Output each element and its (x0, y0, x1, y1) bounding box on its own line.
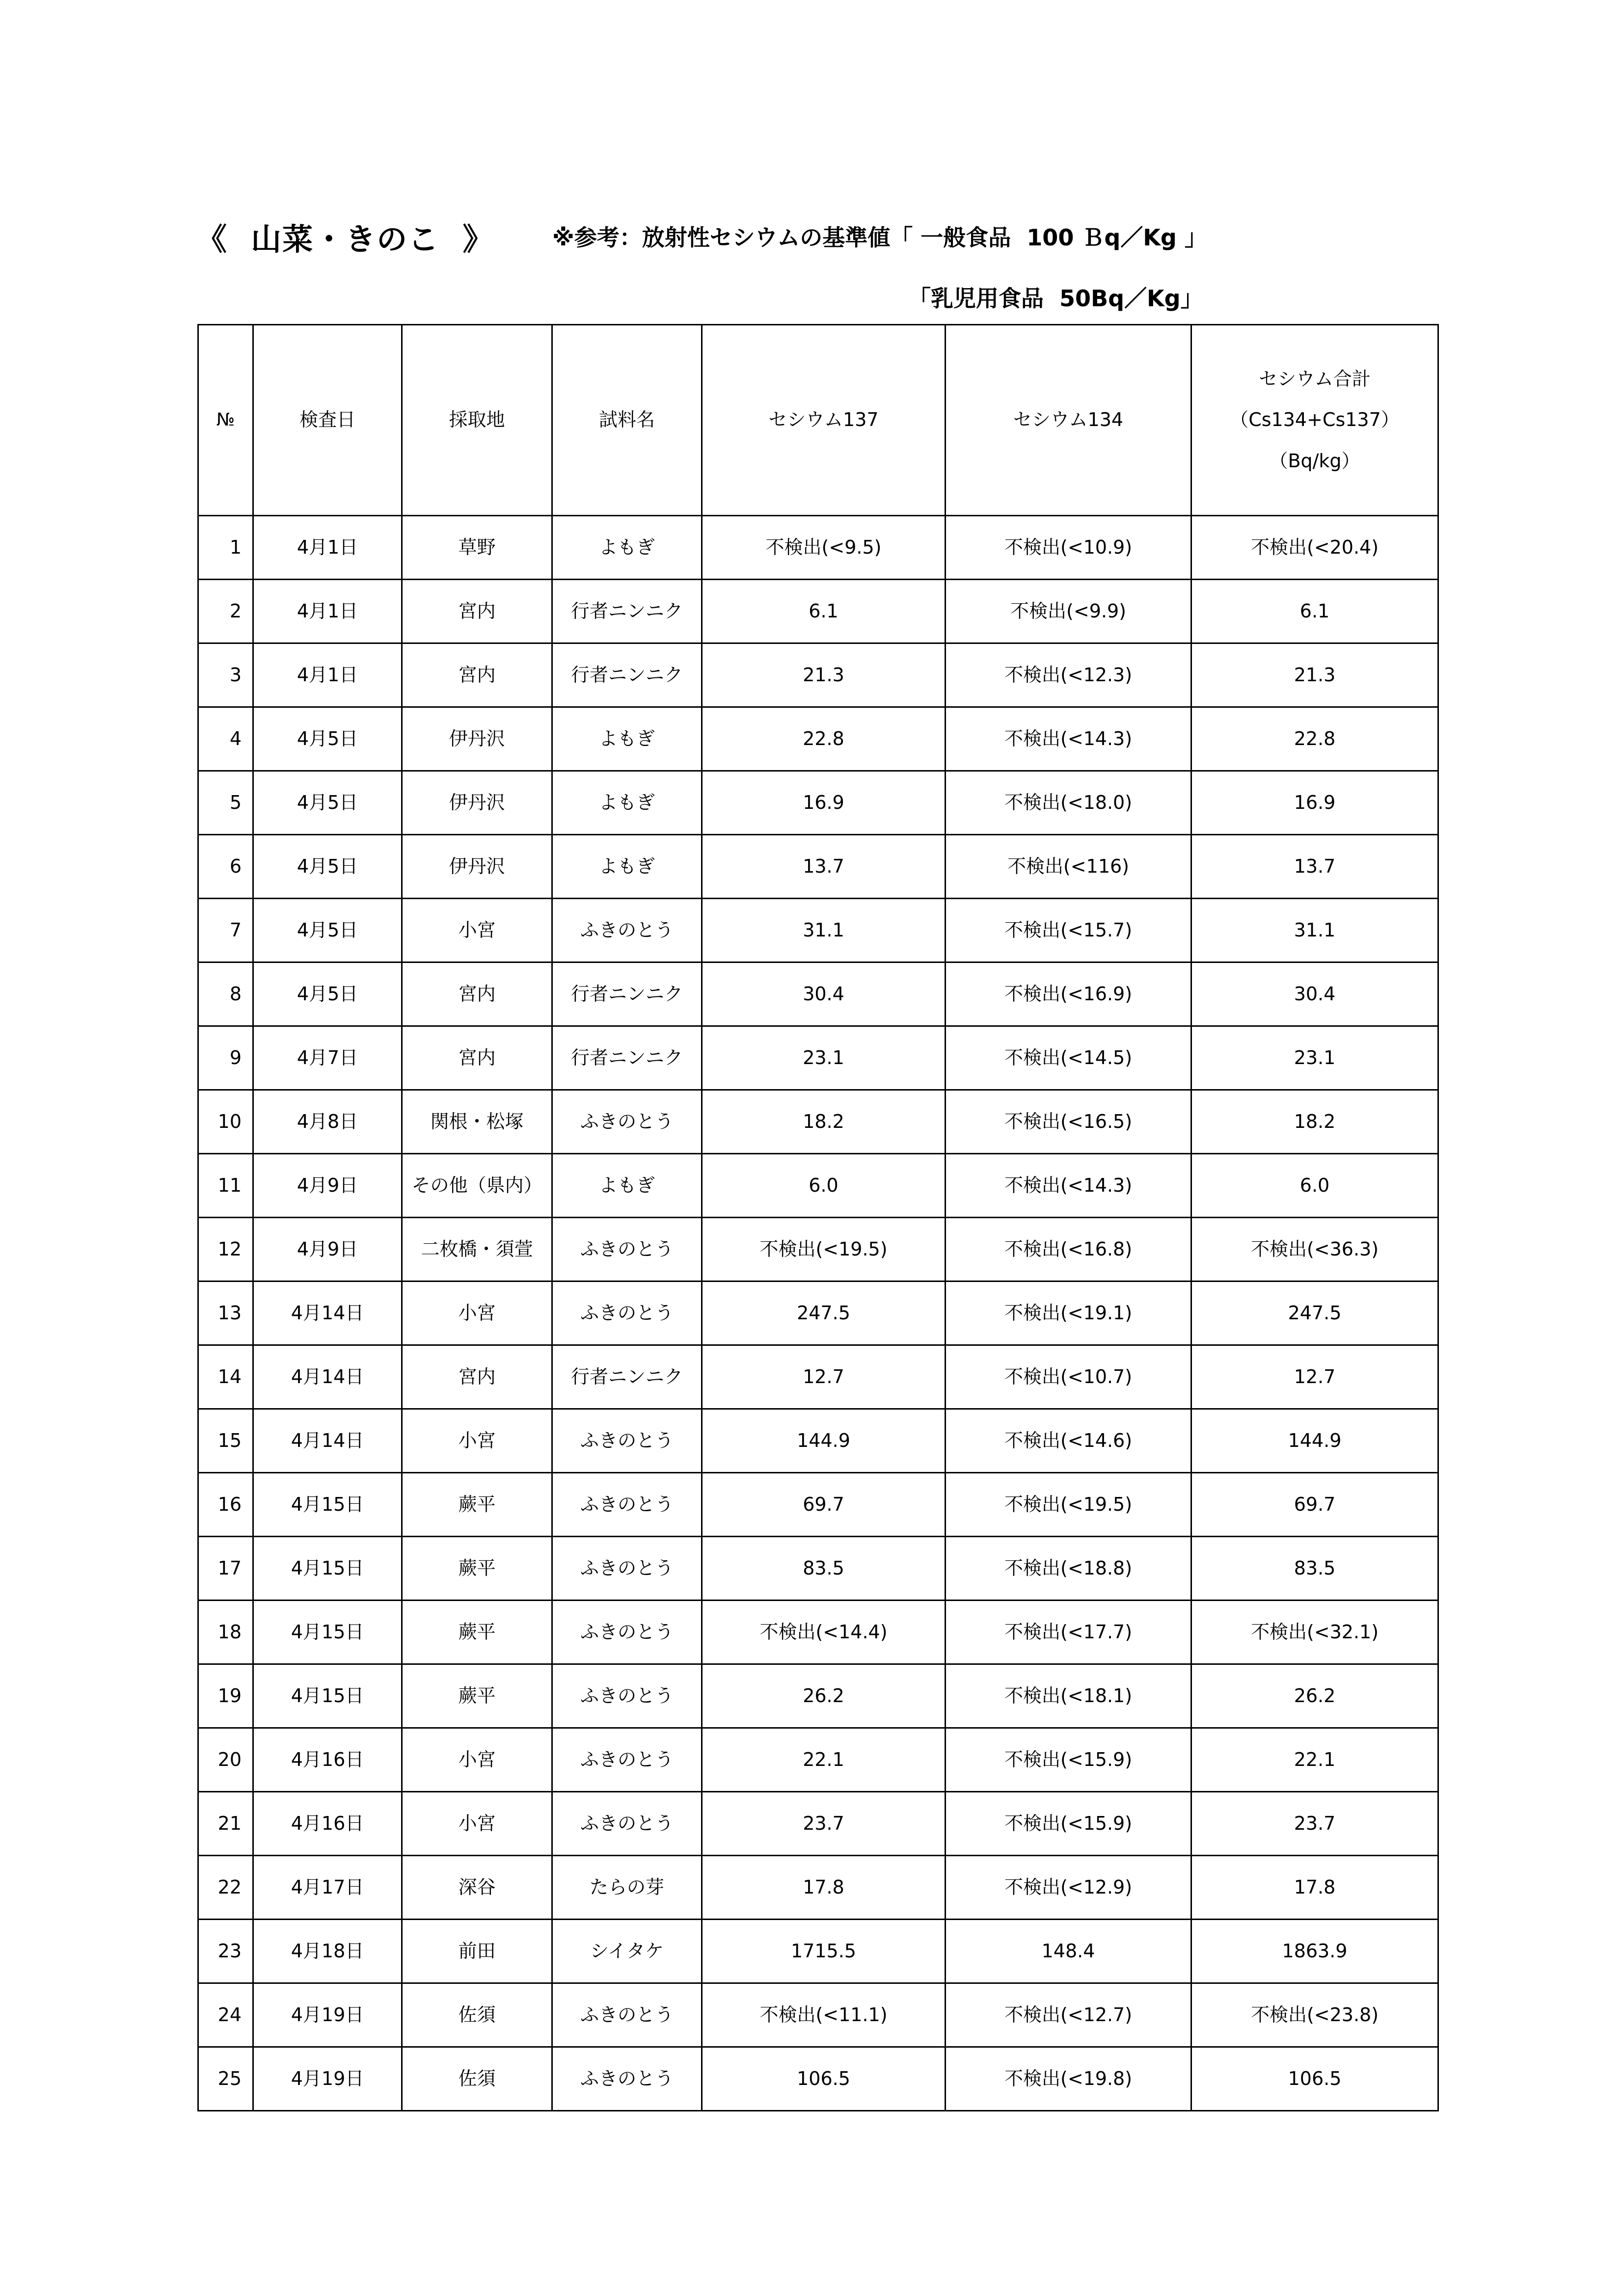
cell-location: 宮内 (402, 962, 552, 1026)
cell-no: 16 (198, 1473, 253, 1537)
cell-sample: ふきのとう (552, 1983, 702, 2047)
cell-sample: ふきのとう (552, 1090, 702, 1154)
cell-cs137: 23.7 (702, 1792, 946, 1856)
cell-total: 不検出(<36.3) (1191, 1218, 1438, 1281)
cell-location: その他（県内） (402, 1154, 552, 1218)
cell-cs137: 16.9 (702, 771, 946, 835)
cell-date: 4月7日 (253, 1026, 402, 1090)
cell-sample: ふきのとう (552, 1281, 702, 1345)
cell-sample: ふきのとう (552, 2047, 702, 2111)
table-row (198, 1856, 1438, 1920)
cell-location: 草野 (402, 516, 552, 580)
table-row (198, 962, 1438, 1026)
cell-cs134: 不検出(<19.8) (946, 2047, 1191, 2111)
header-total-label: セシウム合計 (1259, 368, 1371, 390)
table-body (198, 516, 1438, 2111)
cell-date: 4月19日 (253, 2047, 402, 2111)
cell-date: 4月16日 (253, 1792, 402, 1856)
table-row (198, 1409, 1438, 1473)
cell-total: 26.2 (1191, 1664, 1438, 1728)
cell-no: 3 (198, 643, 253, 707)
cell-cs137: 247.5 (702, 1281, 946, 1345)
cell-no: 22 (198, 1856, 253, 1920)
table-row (198, 1026, 1438, 1090)
cell-cs137: 144.9 (702, 1409, 946, 1473)
cell-location: 蕨平 (402, 1601, 552, 1664)
cell-cs137: 6.0 (702, 1154, 946, 1218)
cell-sample: シイタケ (552, 1920, 702, 1983)
cell-no: 9 (198, 1026, 253, 1090)
cell-total: 144.9 (1191, 1409, 1438, 1473)
cell-cs134: 148.4 (946, 1920, 1191, 1983)
cell-location: 蕨平 (402, 1537, 552, 1601)
cell-location: 前田 (402, 1920, 552, 1983)
cell-total: 30.4 (1191, 962, 1438, 1026)
cell-cs134: 不検出(<10.7) (946, 1345, 1191, 1409)
table-row (198, 1920, 1438, 1983)
cell-no: 23 (198, 1920, 253, 1983)
cell-no: 7 (198, 899, 253, 962)
cell-location: 小宮 (402, 1792, 552, 1856)
table-row (198, 1473, 1438, 1537)
cell-location: 宮内 (402, 1345, 552, 1409)
cell-total: 22.1 (1191, 1728, 1438, 1792)
cell-location: 小宮 (402, 1409, 552, 1473)
cell-cs137: 1715.5 (702, 1920, 946, 1983)
table-header-row (198, 325, 1438, 516)
cell-no: 24 (198, 1983, 253, 2047)
cell-cs137: 22.1 (702, 1728, 946, 1792)
table-row (198, 1154, 1438, 1218)
header-total-formula: （Cs134+Cs137） (1230, 409, 1400, 431)
cell-cs134: 不検出(<16.9) (946, 962, 1191, 1026)
cell-cs134: 不検出(<12.7) (946, 1983, 1191, 2047)
cell-total: 22.8 (1191, 707, 1438, 771)
cell-total: 23.7 (1191, 1792, 1438, 1856)
cell-sample: ふきのとう (552, 1537, 702, 1601)
cell-no: 15 (198, 1409, 253, 1473)
cell-date: 4月14日 (253, 1281, 402, 1345)
table-row (198, 1664, 1438, 1728)
cell-date: 4月16日 (253, 1728, 402, 1792)
cell-no: 20 (198, 1728, 253, 1792)
cell-sample: 行者ニンニク (552, 1345, 702, 1409)
cell-cs137: 69.7 (702, 1473, 946, 1537)
header-cs134: セシウム134 (946, 325, 1191, 516)
cell-cs137: 106.5 (702, 2047, 946, 2111)
cell-date: 4月8日 (253, 1090, 402, 1154)
cell-location: 宮内 (402, 580, 552, 643)
cell-total: 1863.9 (1191, 1920, 1438, 1983)
cell-location: 佐須 (402, 1983, 552, 2047)
cell-cs134: 不検出(<18.0) (946, 771, 1191, 835)
cell-cs134: 不検出(<17.7) (946, 1601, 1191, 1664)
cell-no: 8 (198, 962, 253, 1026)
cell-cs134: 不検出(<19.1) (946, 1281, 1191, 1345)
cell-total: 17.8 (1191, 1856, 1438, 1920)
cell-sample: 行者ニンニク (552, 643, 702, 707)
table-row (198, 1090, 1438, 1154)
cell-date: 4月14日 (253, 1409, 402, 1473)
table-row (198, 771, 1438, 835)
cell-date: 4月5日 (253, 962, 402, 1026)
header-total (1191, 325, 1438, 516)
cell-no: 5 (198, 771, 253, 835)
cell-cs137: 不検出(<14.4) (702, 1601, 946, 1664)
header-cs137: セシウム137 (702, 325, 946, 516)
cell-total: 6.1 (1191, 580, 1438, 643)
cell-location: 蕨平 (402, 1664, 552, 1728)
cell-sample: ふきのとう (552, 1218, 702, 1281)
cell-sample: よもぎ (552, 707, 702, 771)
header-date: 検査日 (253, 325, 402, 516)
table-row (198, 643, 1438, 707)
cell-total: 83.5 (1191, 1537, 1438, 1601)
cell-cs137: 不検出(<11.1) (702, 1983, 946, 2047)
cell-date: 4月5日 (253, 835, 402, 899)
cell-no: 18 (198, 1601, 253, 1664)
cell-location: 二枚橋・須萱 (402, 1218, 552, 1281)
infant-food-standard-note: 「乳児用食品 50Bq／Kg」 (908, 285, 1203, 312)
cell-sample: よもぎ (552, 835, 702, 899)
cell-sample: ふきのとう (552, 1601, 702, 1664)
cell-location: 佐須 (402, 2047, 552, 2111)
cell-location: 深谷 (402, 1856, 552, 1920)
table-row (198, 1218, 1438, 1281)
cell-date: 4月15日 (253, 1537, 402, 1601)
cell-date: 4月1日 (253, 643, 402, 707)
cell-cs137: 13.7 (702, 835, 946, 899)
cell-cs137: 6.1 (702, 580, 946, 643)
cell-location: 小宮 (402, 899, 552, 962)
cell-total: 18.2 (1191, 1090, 1438, 1154)
cell-cs137: 不検出(<9.5) (702, 516, 946, 580)
cell-no: 6 (198, 835, 253, 899)
cell-sample: 行者ニンニク (552, 580, 702, 643)
table-row (198, 1281, 1438, 1345)
cell-total: 23.1 (1191, 1026, 1438, 1090)
cell-cs134: 不検出(<16.8) (946, 1218, 1191, 1281)
cell-no: 25 (198, 2047, 253, 2111)
cell-location: 蕨平 (402, 1473, 552, 1537)
cell-date: 4月15日 (253, 1601, 402, 1664)
cell-no: 17 (198, 1537, 253, 1601)
table-row (198, 1601, 1438, 1664)
cell-cs134: 不検出(<10.9) (946, 516, 1191, 580)
cell-date: 4月14日 (253, 1345, 402, 1409)
cell-no: 21 (198, 1792, 253, 1856)
cell-sample: ふきのとう (552, 899, 702, 962)
cell-cs134: 不検出(<14.3) (946, 1154, 1191, 1218)
cell-date: 4月18日 (253, 1920, 402, 1983)
cell-total: 6.0 (1191, 1154, 1438, 1218)
cell-sample: ふきのとう (552, 1728, 702, 1792)
cell-date: 4月19日 (253, 1983, 402, 2047)
cell-cs134: 不検出(<18.1) (946, 1664, 1191, 1728)
cell-sample: 行者ニンニク (552, 962, 702, 1026)
cell-cs134: 不検出(<15.9) (946, 1728, 1191, 1792)
cell-date: 4月9日 (253, 1154, 402, 1218)
cell-sample: よもぎ (552, 771, 702, 835)
cell-cs137: 26.2 (702, 1664, 946, 1728)
cell-total: 12.7 (1191, 1345, 1438, 1409)
cell-cs137: 21.3 (702, 643, 946, 707)
cell-location: 関根・松塚 (402, 1090, 552, 1154)
cell-no: 11 (198, 1154, 253, 1218)
table-row (198, 516, 1438, 580)
cell-date: 4月15日 (253, 1473, 402, 1537)
cell-cs137: 18.2 (702, 1090, 946, 1154)
cell-cs134: 不検出(<19.5) (946, 1473, 1191, 1537)
cell-date: 4月5日 (253, 771, 402, 835)
cell-date: 4月17日 (253, 1856, 402, 1920)
cell-total: 31.1 (1191, 899, 1438, 962)
cell-location: 伊丹沢 (402, 771, 552, 835)
cell-total: 不検出(<32.1) (1191, 1601, 1438, 1664)
cell-cs137: 30.4 (702, 962, 946, 1026)
cell-cs137: 不検出(<19.5) (702, 1218, 946, 1281)
cell-no: 2 (198, 580, 253, 643)
cell-sample: ふきのとう (552, 1792, 702, 1856)
cell-cs137: 23.1 (702, 1026, 946, 1090)
cell-date: 4月15日 (253, 1664, 402, 1728)
cell-date: 4月1日 (253, 516, 402, 580)
header-no: № (198, 325, 253, 516)
cell-cs134: 不検出(<116) (946, 835, 1191, 899)
cell-no: 19 (198, 1664, 253, 1728)
table-row (198, 1728, 1438, 1792)
cell-cs134: 不検出(<18.8) (946, 1537, 1191, 1601)
cell-sample: ふきのとう (552, 1409, 702, 1473)
table-row (198, 1345, 1438, 1409)
table-row (198, 835, 1438, 899)
cell-cs137: 12.7 (702, 1345, 946, 1409)
cell-no: 10 (198, 1090, 253, 1154)
cell-date: 4月1日 (253, 580, 402, 643)
cell-cs134: 不検出(<15.7) (946, 899, 1191, 962)
cell-cs134: 不検出(<14.3) (946, 707, 1191, 771)
cell-date: 4月5日 (253, 707, 402, 771)
cell-cs134: 不検出(<15.9) (946, 1792, 1191, 1856)
cell-cs137: 83.5 (702, 1537, 946, 1601)
cell-cs137: 22.8 (702, 707, 946, 771)
header-sample: 試料名 (552, 325, 702, 516)
cell-sample: ふきのとう (552, 1664, 702, 1728)
cell-cs134: 不検出(<14.6) (946, 1409, 1191, 1473)
cell-no: 1 (198, 516, 253, 580)
cell-location: 伊丹沢 (402, 707, 552, 771)
table-row (198, 580, 1438, 643)
cell-sample: たらの芽 (552, 1856, 702, 1920)
cell-no: 12 (198, 1218, 253, 1281)
cell-total: 106.5 (1191, 2047, 1438, 2111)
cell-sample: よもぎ (552, 1154, 702, 1218)
cell-no: 13 (198, 1281, 253, 1345)
cell-date: 4月9日 (253, 1218, 402, 1281)
table-row (198, 707, 1438, 771)
cell-date: 4月5日 (253, 899, 402, 962)
cell-location: 小宮 (402, 1728, 552, 1792)
cell-cs134: 不検出(<12.9) (946, 1856, 1191, 1920)
page-title: 《 山菜・きのこ 》 (196, 221, 494, 257)
table-row (198, 1792, 1438, 1856)
table-row (198, 2047, 1438, 2111)
cell-cs134: 不検出(<9.9) (946, 580, 1191, 643)
cell-location: 宮内 (402, 1026, 552, 1090)
cell-total: 不検出(<23.8) (1191, 1983, 1438, 2047)
cell-cs134: 不検出(<12.3) (946, 643, 1191, 707)
table-row (198, 1983, 1438, 2047)
header-total-unit: （Bq/kg） (1269, 450, 1360, 472)
cell-no: 14 (198, 1345, 253, 1409)
cell-location: 宮内 (402, 643, 552, 707)
cell-sample: よもぎ (552, 516, 702, 580)
cell-cs137: 17.8 (702, 1856, 946, 1920)
header-location: 採取地 (402, 325, 552, 516)
cell-total: 21.3 (1191, 643, 1438, 707)
cell-sample: 行者ニンニク (552, 1026, 702, 1090)
cell-no: 4 (198, 707, 253, 771)
cell-location: 伊丹沢 (402, 835, 552, 899)
cell-total: 13.7 (1191, 835, 1438, 899)
cell-cs134: 不検出(<16.5) (946, 1090, 1191, 1154)
table-row (198, 1537, 1438, 1601)
cell-total: 不検出(<20.4) (1191, 516, 1438, 580)
cell-cs134: 不検出(<14.5) (946, 1026, 1191, 1090)
cell-location: 小宮 (402, 1281, 552, 1345)
cell-total: 16.9 (1191, 771, 1438, 835)
cell-sample: ふきのとう (552, 1473, 702, 1537)
cell-total: 247.5 (1191, 1281, 1438, 1345)
reference-standard-note: ※参考：放射性セシウムの基準値「 一般食品 100 Ｂq／Kg 」 (552, 224, 1207, 251)
cesium-results-table (197, 324, 1439, 2111)
cell-cs137: 31.1 (702, 899, 946, 962)
cell-total: 69.7 (1191, 1473, 1438, 1537)
table-row (198, 899, 1438, 962)
